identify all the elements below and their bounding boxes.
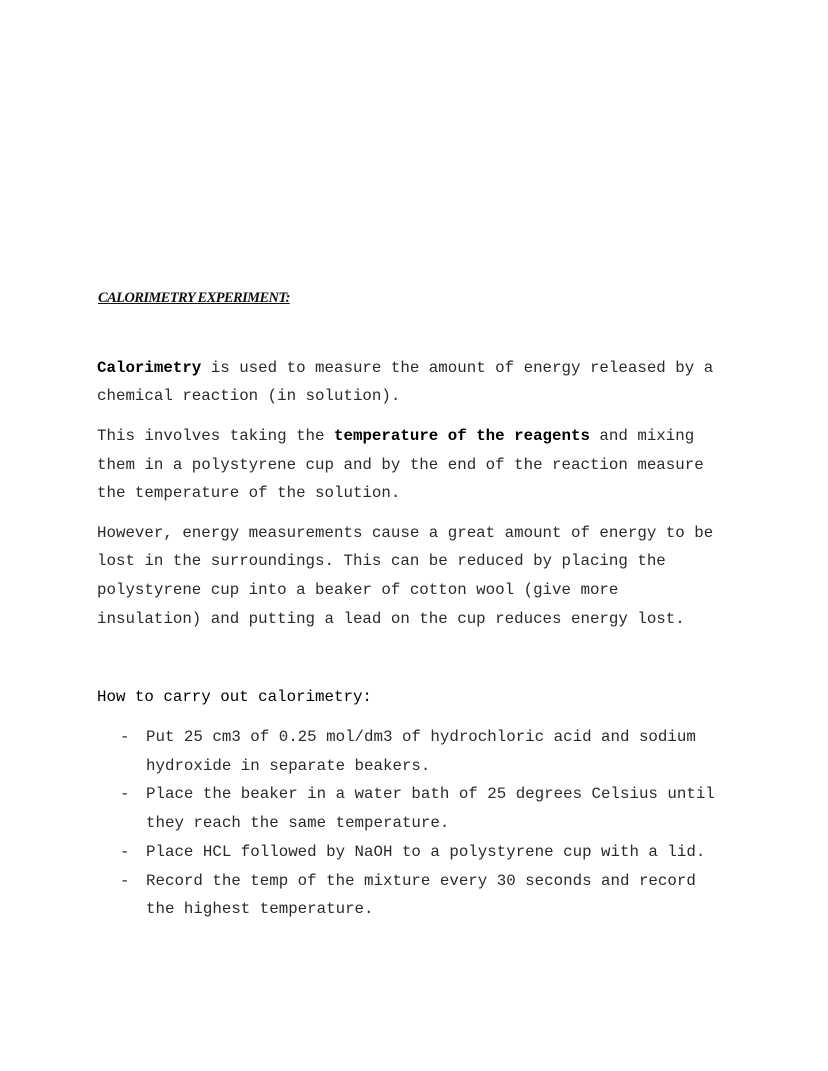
paragraph-3-line: polystyrene cup into a beaker of cotton wool (give more <box>97 581 619 599</box>
bullet-dash: - <box>120 728 130 746</box>
paragraph-3-line: insulation) and putting a lead on the cup reduces energy lost. <box>97 610 685 628</box>
text: is used to measure the amount of energy released by a <box>201 359 714 377</box>
paragraph-1-line: chemical reaction (in solution). <box>97 387 401 405</box>
paragraph-1-line <box>97 358 713 378</box>
step-line: Place the beaker in a water bath of 25 degrees Celsius until <box>146 785 715 803</box>
bold-phrase: temperature of the reagents <box>334 427 590 445</box>
bullet-dash: - <box>120 785 130 803</box>
step-line: Put 25 cm3 of 0.25 mol/dm3 of hydrochloric acid and sodium <box>146 728 696 746</box>
text: and mixing <box>589 427 695 445</box>
paragraph-2-line: them in a polystyrene cup and by the end of the reaction measure <box>97 456 704 474</box>
bullet-dash: - <box>120 843 130 861</box>
bullet-dash: - <box>120 872 130 890</box>
paragraph-3-line: lost in the surroundings. This can be reduced by placing the <box>97 552 666 570</box>
text: This involves taking the <box>97 427 334 445</box>
step-line: hydroxide in separate beakers. <box>146 757 431 775</box>
step-line: Record the temp of the mixture every 30 seconds and record <box>146 872 696 890</box>
step-line: they reach the same temperature. <box>146 814 450 832</box>
step-line: the highest temperature. <box>146 900 374 918</box>
step-line: Place HCL followed by NaOH to a polystyrene cup with a lid. <box>146 843 706 861</box>
bold-term: Calorimetry <box>97 359 202 377</box>
section-heading: How to carry out calorimetry: <box>97 688 372 706</box>
document-title: CALORIMETRY EXPERIMENT: <box>98 290 290 306</box>
paragraph-2-line: the temperature of the solution. <box>97 484 401 502</box>
paragraph-3-line: However, energy measurements cause a great amount of energy to be <box>97 524 714 542</box>
paragraph-2-line <box>97 426 694 446</box>
